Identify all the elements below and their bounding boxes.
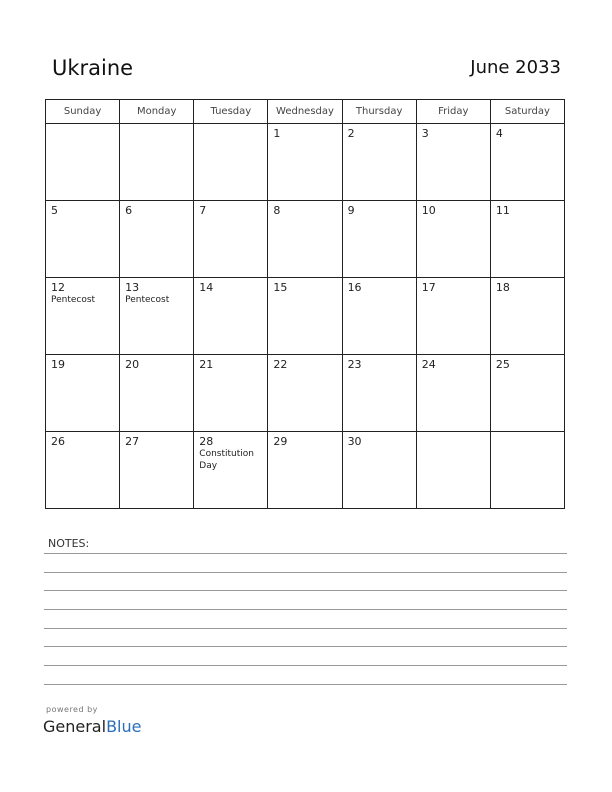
day-number: 19 (51, 358, 65, 371)
note-line (44, 646, 567, 647)
day-cell (268, 355, 342, 432)
weekday-monday: Monday (120, 100, 194, 124)
week-row (46, 355, 565, 432)
day-cell (120, 201, 194, 278)
week-row (46, 124, 565, 201)
day-number: 26 (51, 435, 65, 448)
day-cell (342, 124, 416, 201)
brand-name-part2: Blue (106, 717, 142, 736)
day-number: 9 (347, 204, 355, 217)
day-cell (120, 278, 194, 355)
day-number: 15 (273, 281, 288, 294)
day-number: 30 (347, 435, 362, 448)
holiday-label: Pentecost (51, 295, 96, 305)
weekday-header-row (46, 100, 565, 124)
notes-label: NOTES: (48, 537, 90, 550)
day-cell (46, 278, 120, 355)
day-number: 29 (273, 435, 288, 448)
empty-day-cell (416, 432, 490, 509)
day-cell (490, 124, 564, 201)
day-cell (194, 355, 268, 432)
note-line (44, 665, 567, 666)
note-line (44, 572, 567, 573)
day-number: 21 (199, 358, 214, 371)
day-cell (194, 278, 268, 355)
note-line (44, 590, 567, 591)
weekday-wednesday: Wednesday (268, 100, 342, 124)
weekday-saturday: Saturday (490, 100, 564, 124)
day-number: 13 (125, 281, 140, 294)
day-cell (342, 432, 416, 509)
generalblue-logo (43, 717, 141, 736)
empty-day-cell (194, 124, 268, 201)
day-cell (120, 432, 194, 509)
day-cell (416, 124, 490, 201)
day-cell (120, 355, 194, 432)
day-number: 20 (125, 358, 140, 371)
day-cell (268, 201, 342, 278)
day-number: 7 (199, 204, 207, 217)
week-row (46, 201, 565, 278)
weekday-tuesday: Tuesday (194, 100, 268, 124)
day-number: 4 (495, 127, 503, 140)
day-cell (46, 201, 120, 278)
holiday-label: Pentecost (125, 295, 170, 305)
day-cell (490, 355, 564, 432)
day-cell (268, 124, 342, 201)
week-row (46, 432, 565, 509)
day-number: 23 (347, 358, 362, 371)
day-cell (46, 432, 120, 509)
note-line (44, 609, 567, 610)
day-cell (342, 278, 416, 355)
day-number: 16 (347, 281, 362, 294)
day-cell (342, 355, 416, 432)
weekday-thursday: Thursday (342, 100, 416, 124)
calendar-country-title: Ukraine (52, 56, 134, 80)
day-number: 27 (125, 435, 140, 448)
note-line (44, 553, 567, 554)
day-number: 10 (421, 204, 436, 217)
day-number: 1 (273, 127, 281, 140)
calendar-grid (45, 99, 565, 509)
day-number: 5 (51, 204, 58, 217)
holiday-label: Constitution Day (199, 449, 254, 471)
empty-day-cell (490, 432, 564, 509)
weekday-sunday: Sunday (46, 100, 120, 124)
day-number: 6 (125, 204, 133, 217)
day-cell (416, 278, 490, 355)
day-number: 14 (199, 281, 214, 294)
day-cell (268, 278, 342, 355)
calendar-month-title: June 2033 (470, 57, 561, 78)
day-number: 2 (347, 127, 355, 140)
day-number: 24 (421, 358, 436, 371)
day-cell (490, 278, 564, 355)
day-cell (194, 201, 268, 278)
day-number: 28 (199, 435, 214, 448)
day-cell (490, 201, 564, 278)
week-row (46, 278, 565, 355)
day-cell (268, 432, 342, 509)
empty-day-cell (46, 124, 120, 201)
day-number: 18 (495, 281, 510, 294)
day-cell (194, 432, 268, 509)
day-cell (342, 201, 416, 278)
day-cell (46, 355, 120, 432)
note-line (44, 684, 567, 685)
day-cell (416, 355, 490, 432)
day-number: 11 (495, 204, 510, 217)
note-line (44, 628, 567, 629)
day-number: 12 (51, 281, 65, 294)
brand-name-part1: General (43, 717, 107, 736)
day-number: 25 (495, 358, 510, 371)
day-cell (416, 201, 490, 278)
day-number: 22 (273, 358, 288, 371)
day-number: 8 (273, 204, 281, 217)
weekday-friday: Friday (416, 100, 490, 124)
day-number: 3 (421, 127, 429, 140)
day-number: 17 (421, 281, 436, 294)
powered-by-label: powered by (46, 705, 98, 714)
empty-day-cell (120, 124, 194, 201)
